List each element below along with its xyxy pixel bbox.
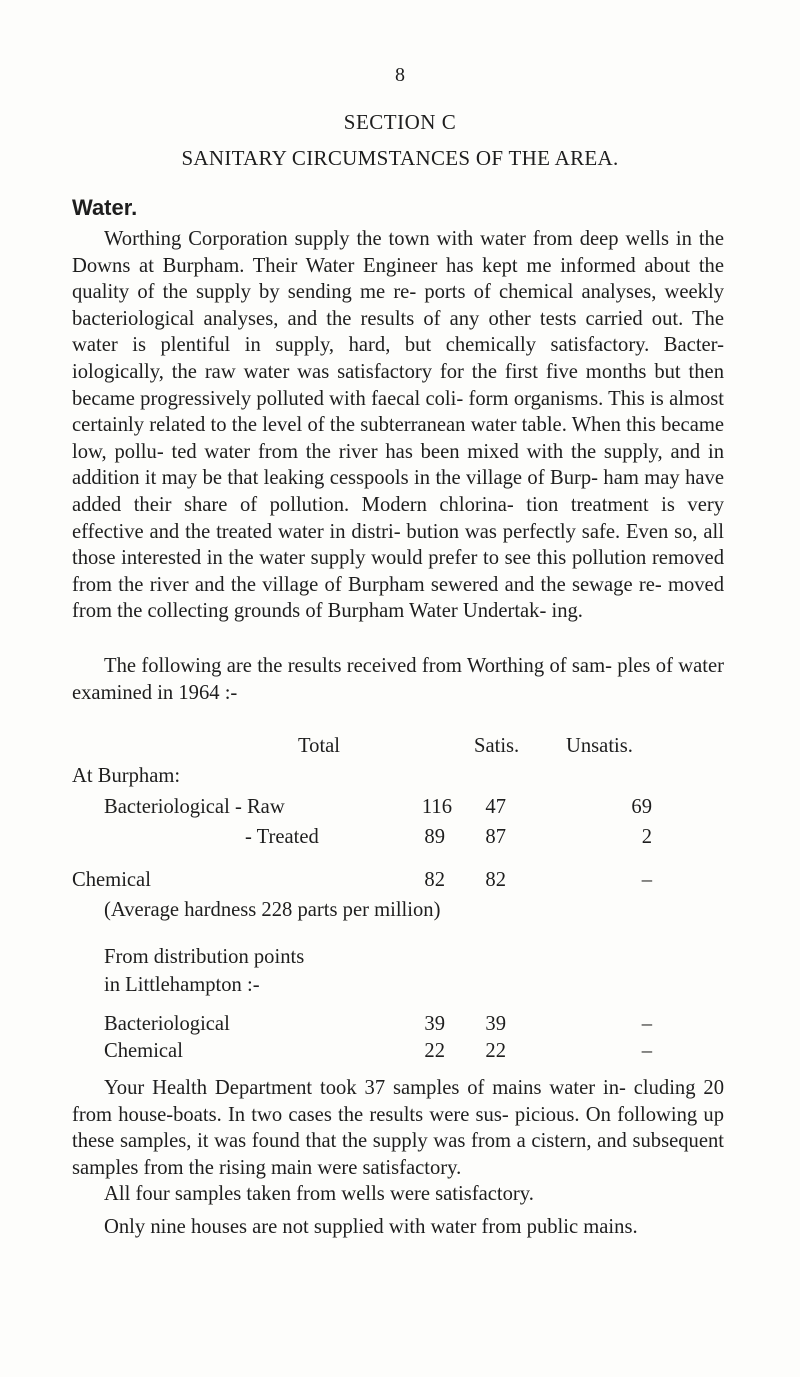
cell-dist-chem-total: 22 [424,1040,445,1062]
cell-bact-raw-unsatis: 69 [631,796,652,818]
water-heading: Water. [72,195,138,220]
row-label-bact-raw: Bacteriological - Raw [104,796,285,818]
paragraph-water-supply [72,226,724,625]
cell-chemical-satis: 82 [485,869,506,891]
paragraph-wells [72,1181,724,1208]
cell-bact-treated-satis: 87 [485,826,506,848]
row-label-dist-chem: Chemical [104,1040,183,1062]
paragraph-health-department [72,1075,724,1181]
cell-bact-raw-total: 116 [421,796,452,818]
cell-chemical-unsatis: – [641,869,652,891]
cell-chemical-total: 82 [424,869,445,891]
distribution-sublabel: in Littlehampton :- [104,974,260,996]
col-header-unsatis: Unsatis. [566,735,633,757]
col-header-total: Total [298,735,341,757]
cell-dist-bact-unsatis: – [641,1013,652,1035]
section-title: SANITARY CIRCUMSTANCES OF THE AREA. [181,146,619,170]
paragraph-houses [72,1214,724,1241]
paragraph-results-intro [72,653,724,706]
cell-bact-treated-unsatis: 2 [641,826,652,848]
paragraph-text: Your Health Department took 37 samples of mains water in- cluding 20 from house-boats. In two cases the results were sus- picious. On following up these samples, it was found that the supply was from a cistern, and subsequent samples from the rising main were satisfactory. [72,1077,724,1179]
cell-bact-treated-total: 89 [424,826,445,848]
cell-bact-raw-satis: 47 [485,796,506,818]
row-label-bact-treated: - Treated [245,826,319,848]
paragraph-text: All four samples taken from wells were satisfactory. [104,1183,534,1205]
row-label-burpham: At Burpham: [72,765,181,787]
paragraph-text: The following are the results received from Worthing of sam- ples of water examined in 1964 :- [72,655,724,704]
col-header-satis: Satis. [474,735,520,757]
row-label-chemical: Chemical [72,869,151,891]
row-label-dist-bact: Bacteriological [104,1013,230,1035]
cell-dist-chem-satis: 22 [485,1040,506,1062]
hardness-note: (Average hardness 228 parts per million) [104,899,441,921]
paragraph-text: Only nine houses are not supplied with water from public mains. [104,1216,638,1238]
cell-dist-bact-total: 39 [424,1013,445,1035]
paragraph-text: Worthing Corporation supply the town with water from deep wells in the Downs at Burpham. Their Water Engineer has kept me informed about the quality of the supply by sending me re- ports of chemical analyses, weekly bacteriological analyses, and the results of any other tests carried out. The water is plentiful in supply, hard, but chemically satisfactory. Bacter- iologically, the raw water was satisfactory for the first five months but then became progressively polluted with faecal coli- form organisms. This is almost certainly related to the level of the subterranean water table. When this became low, pollu- ted water from the river has been mixed with the supply, and in addition it may be that leaking cesspools in the village of Burp- ham may have added their share of pollution. Modern chlorina- tion treatment is very effective and the treated water in distri- bution was perfectly safe. Even so, all those interested in the water supply would prefer to see this pollution removed from the river and the village of Burpham sewered and the sewage re- moved from the collecting grounds of Burpham Water Undertak- ing. [72,228,724,623]
distribution-label: From distribution points [104,946,305,968]
cell-dist-bact-satis: 39 [485,1013,506,1035]
page-number: 8 [395,64,405,86]
cell-dist-chem-unsatis: – [641,1040,652,1062]
section-label: SECTION C [343,110,457,134]
